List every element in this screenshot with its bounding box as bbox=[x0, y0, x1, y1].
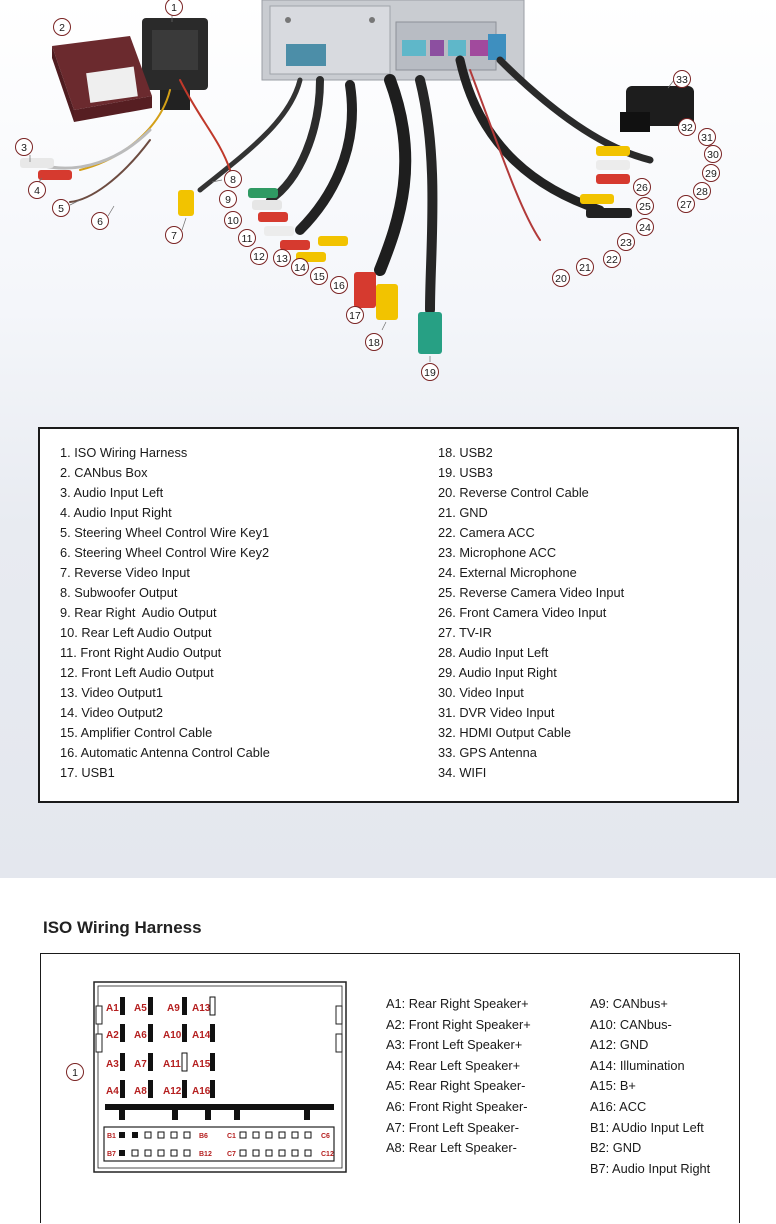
svg-text:A3: A3 bbox=[106, 1059, 119, 1070]
svg-text:29: 29 bbox=[705, 168, 717, 180]
callout-23 bbox=[618, 234, 635, 251]
pin-description: A7: Front Left Speaker- bbox=[386, 1119, 520, 1135]
svg-text:A8: A8 bbox=[134, 1086, 147, 1097]
svg-text:B12: B12 bbox=[199, 1151, 212, 1158]
legend-item: 23. Microphone ACC bbox=[438, 545, 557, 560]
callout-22 bbox=[604, 251, 621, 268]
callout-19 bbox=[422, 364, 439, 381]
svg-text:31: 31 bbox=[701, 132, 713, 144]
callout-31 bbox=[699, 129, 716, 146]
svg-text:B7: B7 bbox=[107, 1151, 116, 1158]
legend-item: 14. Video Output2 bbox=[60, 705, 163, 720]
legend-item: 32. HDMI Output Cable bbox=[438, 725, 572, 740]
iso-section-title: ISO Wiring Harness bbox=[43, 918, 202, 937]
svg-text:B1: B1 bbox=[107, 1133, 116, 1140]
pin-description: B7: Audio Input Right bbox=[590, 1160, 711, 1176]
callout-7 bbox=[166, 227, 183, 244]
legend-item: 10. Rear Left Audio Output bbox=[60, 625, 212, 640]
svg-text:A16: A16 bbox=[192, 1086, 211, 1097]
svg-text:A1: A1 bbox=[106, 1003, 119, 1014]
svg-text:3: 3 bbox=[21, 142, 27, 154]
callout-33 bbox=[674, 71, 691, 88]
legend-item: 7. Reverse Video Input bbox=[60, 565, 190, 580]
legend-item: 6. Steering Wheel Control Wire Key2 bbox=[60, 545, 270, 560]
legend-item: 25. Reverse Camera Video Input bbox=[438, 585, 625, 600]
legend-item: 5. Steering Wheel Control Wire Key1 bbox=[60, 525, 270, 540]
pin-description: A8: Rear Left Speaker- bbox=[386, 1140, 517, 1156]
pin-description: A4: Rear Left Speaker+ bbox=[386, 1057, 521, 1073]
legend-item: 18. USB2 bbox=[438, 445, 493, 460]
legend-left-column bbox=[60, 443, 270, 783]
legend-item: 31. DVR Video Input bbox=[438, 705, 555, 720]
iso-pin-list-right bbox=[590, 994, 710, 1179]
legend-item: 27. TV-IR bbox=[438, 625, 492, 640]
callout-5 bbox=[53, 200, 70, 217]
legend-item: 20. Reverse Control Cable bbox=[438, 485, 589, 500]
legend-item: 28. Audio Input Left bbox=[438, 645, 549, 660]
pin-description: B2: GND bbox=[590, 1140, 642, 1156]
callout-18 bbox=[366, 334, 383, 351]
pin-description: A12: GND bbox=[590, 1037, 649, 1053]
legend-item: 8. Subwoofer Output bbox=[60, 585, 178, 600]
pin-description: A16: ACC bbox=[590, 1098, 647, 1114]
svg-text:10: 10 bbox=[227, 215, 239, 227]
callout-25 bbox=[637, 198, 654, 215]
legend-item: 26. Front Camera Video Input bbox=[438, 605, 607, 620]
svg-text:33: 33 bbox=[676, 74, 688, 86]
svg-text:12: 12 bbox=[253, 251, 265, 263]
callout-20 bbox=[553, 270, 570, 287]
callout-2 bbox=[54, 19, 71, 36]
svg-text:13: 13 bbox=[276, 253, 288, 265]
svg-text:14: 14 bbox=[294, 262, 306, 274]
legend-item: 34. WIFI bbox=[438, 765, 487, 780]
svg-text:19: 19 bbox=[424, 367, 436, 379]
legend-item: 15. Amplifier Control Cable bbox=[60, 725, 213, 740]
callout-10 bbox=[225, 212, 242, 229]
legend-item: 21. GND bbox=[438, 505, 488, 520]
svg-text:32: 32 bbox=[681, 122, 693, 134]
iso-callout bbox=[67, 1064, 84, 1081]
svg-text:C12: C12 bbox=[321, 1151, 334, 1158]
legend-item: 1. ISO Wiring Harness bbox=[60, 445, 188, 460]
svg-text:A12: A12 bbox=[163, 1086, 182, 1097]
svg-text:4: 4 bbox=[34, 185, 40, 197]
callout-16 bbox=[331, 277, 348, 294]
svg-text:6: 6 bbox=[97, 216, 103, 228]
legend-item: 11. Front Right Audio Output bbox=[60, 645, 222, 660]
svg-text:2: 2 bbox=[59, 22, 65, 34]
svg-text:A4: A4 bbox=[106, 1086, 119, 1097]
svg-text:18: 18 bbox=[368, 337, 380, 349]
cable-legend bbox=[38, 427, 739, 803]
svg-text:15: 15 bbox=[313, 271, 325, 283]
pin-description: A1: Rear Right Speaker+ bbox=[386, 996, 529, 1011]
callout-26 bbox=[634, 179, 651, 196]
svg-text:A11: A11 bbox=[163, 1059, 181, 1070]
svg-text:1: 1 bbox=[171, 2, 177, 14]
svg-text:21: 21 bbox=[579, 262, 591, 274]
svg-text:C6: C6 bbox=[321, 1133, 330, 1140]
head-unit bbox=[262, 0, 524, 80]
legend-item: 2. CANbus Box bbox=[60, 465, 148, 480]
svg-text:30: 30 bbox=[707, 149, 719, 161]
callout-13 bbox=[274, 250, 291, 267]
legend-right-column bbox=[438, 443, 624, 783]
svg-text:A9: A9 bbox=[167, 1003, 180, 1014]
iso-pin-list-left bbox=[386, 994, 531, 1159]
callout-29 bbox=[703, 165, 720, 182]
pin-description: A5: Rear Right Speaker- bbox=[386, 1078, 526, 1094]
svg-text:A10: A10 bbox=[163, 1030, 182, 1041]
legend-item: 3. Audio Input Left bbox=[60, 485, 164, 500]
callout-21 bbox=[577, 259, 594, 276]
iso-pinout-box bbox=[40, 953, 740, 1223]
svg-text:A14: A14 bbox=[192, 1030, 211, 1041]
pin-description: A9: CANbus+ bbox=[590, 996, 668, 1011]
pin-description: A10: CANbus- bbox=[590, 1016, 672, 1032]
legend-item: 24. External Microphone bbox=[438, 565, 577, 580]
svg-text:1: 1 bbox=[72, 1067, 78, 1079]
svg-text:8: 8 bbox=[230, 174, 236, 186]
legend-item: 17. USB1 bbox=[60, 765, 115, 780]
svg-text:24: 24 bbox=[639, 222, 651, 234]
callout-28 bbox=[694, 183, 711, 200]
callout-3 bbox=[16, 139, 33, 156]
callout-30 bbox=[705, 146, 722, 163]
svg-text:9: 9 bbox=[225, 194, 231, 206]
legend-item: 13. Video Output1 bbox=[60, 685, 163, 700]
svg-text:C1: C1 bbox=[227, 1133, 236, 1140]
svg-text:25: 25 bbox=[639, 201, 651, 213]
callout-24 bbox=[637, 219, 654, 236]
callout-1 bbox=[166, 0, 183, 16]
svg-text:5: 5 bbox=[58, 203, 64, 215]
svg-text:17: 17 bbox=[349, 310, 361, 322]
pin-description: A3: Front Left Speaker+ bbox=[386, 1037, 523, 1053]
callout-4 bbox=[29, 182, 46, 199]
legend-item: 4. Audio Input Right bbox=[60, 505, 172, 520]
svg-text:B6: B6 bbox=[199, 1133, 208, 1140]
legend-item: 22. Camera ACC bbox=[438, 525, 535, 540]
svg-text:20: 20 bbox=[555, 273, 567, 285]
svg-text:A7: A7 bbox=[134, 1059, 147, 1070]
callout-6 bbox=[92, 213, 109, 230]
svg-text:27: 27 bbox=[680, 199, 692, 211]
svg-text:C7: C7 bbox=[227, 1151, 236, 1158]
svg-text:7: 7 bbox=[171, 230, 177, 242]
callout-32 bbox=[679, 119, 696, 136]
legend-item: 16. Automatic Antenna Control Cable bbox=[60, 745, 270, 760]
svg-text:16: 16 bbox=[333, 280, 345, 292]
callout-12 bbox=[251, 248, 268, 265]
legend-item: 33. GPS Antenna bbox=[438, 745, 537, 760]
svg-text:A13: A13 bbox=[192, 1003, 211, 1014]
callout-27 bbox=[678, 196, 695, 213]
svg-text:A6: A6 bbox=[134, 1030, 147, 1041]
callout-11 bbox=[239, 230, 256, 247]
pin-description: A2: Front Right Speaker+ bbox=[386, 1016, 531, 1032]
svg-text:A15: A15 bbox=[192, 1059, 211, 1070]
callout-15 bbox=[311, 268, 328, 285]
legend-item: 30. Video Input bbox=[438, 685, 524, 700]
svg-text:11: 11 bbox=[241, 233, 253, 245]
svg-text:26: 26 bbox=[636, 182, 648, 194]
svg-text:28: 28 bbox=[696, 186, 708, 198]
pin-description: A6: Front Right Speaker- bbox=[386, 1098, 528, 1114]
legend-item: 9. Rear Right Audio Output bbox=[60, 605, 217, 620]
svg-text:A5: A5 bbox=[134, 1003, 147, 1014]
svg-text:23: 23 bbox=[620, 237, 632, 249]
pin-description: B1: AUdio Input Left bbox=[590, 1119, 704, 1135]
legend-item: 19. USB3 bbox=[438, 465, 493, 480]
callout-8 bbox=[225, 171, 242, 188]
legend-item: 12. Front Left Audio Output bbox=[60, 665, 214, 680]
svg-text:22: 22 bbox=[606, 254, 618, 266]
pin-description: A14: Illumination bbox=[590, 1057, 685, 1073]
callout-9 bbox=[220, 191, 237, 208]
callout-14 bbox=[292, 259, 309, 276]
svg-text:A2: A2 bbox=[106, 1030, 119, 1041]
callout-17 bbox=[347, 307, 364, 324]
pin-description: A15: B+ bbox=[590, 1078, 636, 1094]
legend-item: 29. Audio Input Right bbox=[438, 665, 557, 680]
canbus-box bbox=[52, 36, 152, 122]
